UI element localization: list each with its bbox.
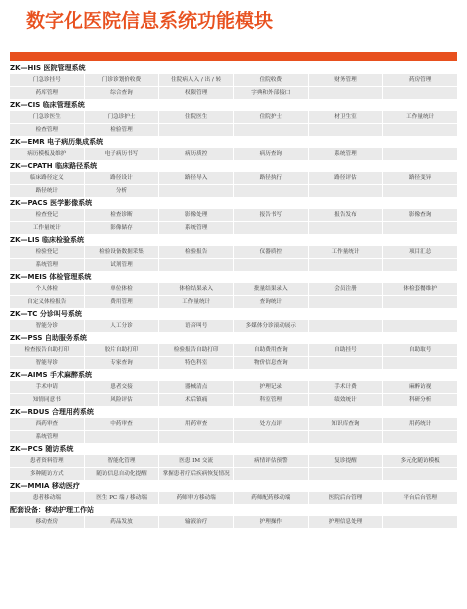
feature-cell: 系统管理 xyxy=(309,148,383,160)
feature-grid xyxy=(10,492,457,505)
module-section xyxy=(10,272,457,309)
module-section xyxy=(10,481,457,505)
feature-cell: 自助取号 xyxy=(383,344,457,356)
feature-cell: 知情同意书 xyxy=(10,394,84,406)
module-section xyxy=(10,444,457,481)
feature-cell: 绩效统计 xyxy=(309,394,383,406)
feature-cell: 系统管理 xyxy=(10,431,84,443)
feature-cell: 临床路径定义 xyxy=(10,172,84,184)
module-section xyxy=(10,198,457,235)
feature-cell: 系统管理 xyxy=(10,259,84,271)
feature-cell: 输液治疗 xyxy=(159,516,233,528)
feature-cell: 查询统计 xyxy=(234,296,308,308)
feature-cell: 用药统计 xyxy=(383,418,457,430)
feature-cell: 麻醉访视 xyxy=(383,381,457,393)
module-section xyxy=(10,505,457,529)
feature-grid xyxy=(10,283,457,309)
section-title: ZK—PCS 随访系统 xyxy=(10,445,74,453)
feature-cell: 检验报告 xyxy=(159,246,233,258)
feature-cell: 检验设备数据采集 xyxy=(85,246,159,258)
feature-cell: 影像查询 xyxy=(383,209,457,221)
feature-cell: 智能导诊 xyxy=(10,357,84,369)
feature-cell: 路径执行 xyxy=(234,172,308,184)
feature-cell: 路径评估 xyxy=(309,172,383,184)
section-title: ZK—LIS 临床检验系统 xyxy=(10,236,85,244)
module-section xyxy=(10,309,457,333)
feature-cell: 中药审查 xyxy=(85,418,159,430)
feature-cell xyxy=(309,124,383,136)
feature-cell xyxy=(309,431,383,443)
feature-cell xyxy=(383,431,457,443)
feature-cell: 住院收费 xyxy=(234,74,308,86)
section-title: ZK—CPATH 临床路径系统 xyxy=(10,162,98,170)
feature-cell: 复诊提醒 xyxy=(309,455,383,467)
feature-cell xyxy=(234,468,308,480)
feature-cell: 路径设计 xyxy=(85,172,159,184)
section-title: 配套设备：移动护理工作站 xyxy=(10,506,94,514)
feature-grid xyxy=(10,455,457,481)
module-section xyxy=(10,333,457,370)
feature-cell: 权限管理 xyxy=(159,87,233,99)
feature-cell: 掌握患者疗后疾病恢复情况 xyxy=(159,468,233,480)
feature-cell: 医患 IM 交流 xyxy=(159,455,233,467)
feature-cell: 检验报告自助打印 xyxy=(159,344,233,356)
feature-cell xyxy=(234,431,308,443)
feature-cell: 患者资料管理 xyxy=(10,455,84,467)
feature-cell: 药品发放 xyxy=(85,516,159,528)
section-title: ZK—PSS 自助服务系统 xyxy=(10,334,87,342)
feature-cell xyxy=(383,185,457,197)
feature-cell: 药师审方移动端 xyxy=(159,492,233,504)
feature-cell: 手术申请 xyxy=(10,381,84,393)
feature-cell: 分析 xyxy=(85,185,159,197)
feature-cell: 字典和外部接口 xyxy=(234,87,308,99)
feature-grid xyxy=(10,516,457,529)
feature-cell: 系统管理 xyxy=(159,222,233,234)
feature-cell: 物价信息查询 xyxy=(234,357,308,369)
section-title: ZK—HIS 医院管理系统 xyxy=(10,64,86,72)
module-section xyxy=(10,407,457,444)
feature-cell xyxy=(383,468,457,480)
feature-cell: 综合查询 xyxy=(85,87,159,99)
feature-cell: 体检结果录入 xyxy=(159,283,233,295)
feature-cell xyxy=(309,320,383,332)
feature-cell: 自定义体检报告 xyxy=(10,296,84,308)
feature-cell xyxy=(159,431,233,443)
section-title: ZK—RDUS 合理用药系统 xyxy=(10,408,94,416)
feature-cell: 路径导入 xyxy=(159,172,233,184)
feature-cell: 风险评估 xyxy=(85,394,159,406)
feature-cell: 检验登记 xyxy=(10,246,84,258)
feature-cell: 科室管理 xyxy=(234,394,308,406)
feature-cell: 门诊诊划价收费 xyxy=(85,74,159,86)
feature-cell: 医院后台管理 xyxy=(309,492,383,504)
feature-cell: 自助挂号 xyxy=(309,344,383,356)
feature-cell: 语音叫号 xyxy=(159,320,233,332)
feature-cell: 器械清点 xyxy=(159,381,233,393)
feature-cell: 项目汇总 xyxy=(383,246,457,258)
module-section xyxy=(10,370,457,407)
feature-cell: 患者交接 xyxy=(85,381,159,393)
feature-cell: 检查报告自助打印 xyxy=(10,344,84,356)
feature-cell: 平台后台管理 xyxy=(383,492,457,504)
feature-cell: 专家查询 xyxy=(85,357,159,369)
feature-cell: 住院病人入 / 出 / 转 xyxy=(159,74,233,86)
feature-cell: 多媒体分诊滚动展示 xyxy=(234,320,308,332)
feature-cell: 科研分析 xyxy=(383,394,457,406)
section-title: ZK—AIMS 手术麻醉系统 xyxy=(10,371,92,379)
feature-cell: 处方点评 xyxy=(234,418,308,430)
feature-cell: 影像处理 xyxy=(159,209,233,221)
feature-grid xyxy=(10,246,457,272)
feature-cell: 人工分诊 xyxy=(85,320,159,332)
feature-cell: 知识库查询 xyxy=(309,418,383,430)
feature-cell: 用药审查 xyxy=(159,418,233,430)
feature-cell: 检查管理 xyxy=(10,124,84,136)
feature-cell xyxy=(234,185,308,197)
feature-cell: 住院医生 xyxy=(159,111,233,123)
feature-cell: 工作量统计 xyxy=(159,296,233,308)
feature-cell: 报告书写 xyxy=(234,209,308,221)
feature-cell: 体检套餐维护 xyxy=(383,283,457,295)
feature-cell xyxy=(309,87,383,99)
feature-cell: 路径统计 xyxy=(10,185,84,197)
section-title: ZK—TC 分诊叫号系统 xyxy=(10,310,82,318)
feature-cell: 检查登记 xyxy=(10,209,84,221)
feature-grid xyxy=(10,344,457,370)
feature-cell xyxy=(383,296,457,308)
feature-cell: 仪器质控 xyxy=(234,246,308,258)
feature-cell: 批量结果录入 xyxy=(234,283,308,295)
feature-cell xyxy=(383,320,457,332)
feature-cell: 电子病历书写 xyxy=(85,148,159,160)
feature-cell: 药师配药移动端 xyxy=(234,492,308,504)
feature-cell: 工作量统计 xyxy=(383,111,457,123)
feature-cell xyxy=(309,222,383,234)
feature-cell: 试剂管理 xyxy=(85,259,159,271)
feature-cell: 路径变异 xyxy=(383,172,457,184)
feature-cell: 财务管理 xyxy=(309,74,383,86)
feature-cell: 病历查询 xyxy=(234,148,308,160)
feature-cell xyxy=(383,516,457,528)
feature-cell xyxy=(159,185,233,197)
section-title: ZK—MEIS 体检管理系统 xyxy=(10,273,92,281)
feature-cell: 移动查房 xyxy=(10,516,84,528)
feature-cell xyxy=(234,222,308,234)
feature-cell xyxy=(383,87,457,99)
feature-cell: 检验管理 xyxy=(85,124,159,136)
feature-cell: 患者移动端 xyxy=(10,492,84,504)
section-title: ZK—CIS 临床管理系统 xyxy=(10,101,85,109)
feature-cell: 胶片自助打印 xyxy=(85,344,159,356)
feature-cell: 工作量统计 xyxy=(309,246,383,258)
feature-cell xyxy=(234,259,308,271)
feature-cell: 药库管理 xyxy=(10,87,84,99)
feature-cell: 门急诊护士 xyxy=(85,111,159,123)
feature-cell xyxy=(159,259,233,271)
feature-cell xyxy=(309,259,383,271)
feature-grid xyxy=(10,172,457,198)
feature-cell: 护理记录 xyxy=(234,381,308,393)
title-underline-bar xyxy=(10,52,457,61)
feature-cell: 智能分诊 xyxy=(10,320,84,332)
feature-cell: 报告发布 xyxy=(309,209,383,221)
section-title: ZK—MMIA 移动医疗 xyxy=(10,482,80,490)
feature-cell xyxy=(383,357,457,369)
feature-grid xyxy=(10,74,457,100)
feature-cell: 术后镇痛 xyxy=(159,394,233,406)
module-section xyxy=(10,100,457,137)
feature-grid xyxy=(10,418,457,444)
feature-cell xyxy=(309,185,383,197)
feature-cell xyxy=(309,468,383,480)
module-list xyxy=(10,63,457,529)
module-section xyxy=(10,235,457,272)
page-title: 数字化医院信息系统功能模块 xyxy=(26,10,274,32)
feature-cell: 西药审查 xyxy=(10,418,84,430)
feature-cell: 个人体检 xyxy=(10,283,84,295)
feature-cell: 病历质控 xyxy=(159,148,233,160)
feature-cell: 随访信息自动化提醒 xyxy=(85,468,159,480)
feature-grid xyxy=(10,111,457,137)
feature-cell: 住院护士 xyxy=(234,111,308,123)
feature-cell: 工作量统计 xyxy=(10,222,84,234)
feature-cell xyxy=(383,259,457,271)
feature-cell: 门急诊挂号 xyxy=(10,74,84,86)
feature-cell: 材卫生室 xyxy=(309,111,383,123)
feature-cell xyxy=(309,296,383,308)
feature-cell: 病历模板及维护 xyxy=(10,148,84,160)
feature-cell: 门急诊医生 xyxy=(10,111,84,123)
module-section xyxy=(10,137,457,161)
feature-cell: 手术计费 xyxy=(309,381,383,393)
feature-cell: 多种随访方式 xyxy=(10,468,84,480)
feature-cell: 单位体检 xyxy=(85,283,159,295)
feature-cell xyxy=(234,124,308,136)
feature-cell: 护理操作 xyxy=(234,516,308,528)
feature-cell xyxy=(383,222,457,234)
feature-cell: 检查诊断 xyxy=(85,209,159,221)
feature-cell: 特色科室 xyxy=(159,357,233,369)
module-section xyxy=(10,63,457,100)
feature-cell: 多元化随访模板 xyxy=(383,455,457,467)
feature-cell: 自助费用查询 xyxy=(234,344,308,356)
section-title: ZK—PACS 医学影像系统 xyxy=(10,199,93,207)
feature-cell: 智能化管理 xyxy=(85,455,159,467)
feature-cell: 药房管理 xyxy=(383,74,457,86)
feature-cell: 护理信息处理 xyxy=(309,516,383,528)
feature-cell: 影像储存 xyxy=(85,222,159,234)
feature-cell xyxy=(159,124,233,136)
feature-cell xyxy=(85,431,159,443)
feature-grid xyxy=(10,381,457,407)
feature-cell xyxy=(383,124,457,136)
feature-grid xyxy=(10,320,457,333)
section-title: ZK—EMR 电子病历集成系统 xyxy=(10,138,104,146)
feature-cell: 会员注册 xyxy=(309,283,383,295)
feature-cell: 医生 PC 端 / 移动端 xyxy=(85,492,159,504)
feature-grid xyxy=(10,209,457,235)
feature-cell xyxy=(383,148,457,160)
feature-cell: 费用管理 xyxy=(85,296,159,308)
feature-cell: 病情评估预警 xyxy=(234,455,308,467)
feature-grid xyxy=(10,148,457,161)
module-section xyxy=(10,161,457,198)
feature-cell xyxy=(309,357,383,369)
